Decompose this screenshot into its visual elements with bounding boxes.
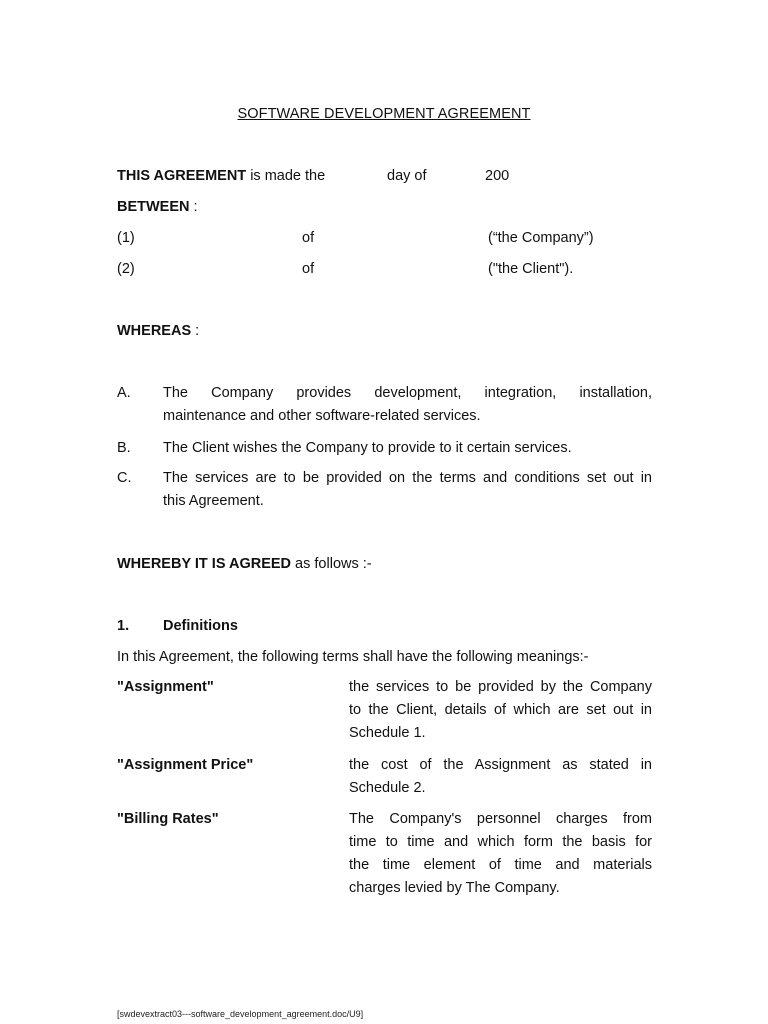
- document-footer: [swdevextract03---software_development_agreement.doc/U9]: [117, 1009, 364, 1019]
- party-1-designation: (“the Company”): [488, 230, 594, 246]
- party-2-of: of: [302, 261, 315, 277]
- intro-day-of: day of: [387, 168, 427, 184]
- whereas-label: [117, 323, 199, 339]
- party-1-number: (1): [117, 230, 135, 246]
- term-billing-rates: "Billing Rates": [117, 811, 219, 827]
- whereby-rest: as follows :-: [291, 556, 372, 572]
- term-billing-rates-def-4: charges levied by The Company.: [349, 880, 560, 896]
- whereby-lead: WHEREBY IT IS AGREED: [117, 556, 292, 572]
- term-assignment-price-def-2: Schedule 2.: [349, 780, 426, 796]
- party-2-number: (2): [117, 261, 135, 277]
- whereby-line: [117, 556, 372, 572]
- intro-text: is made the: [250, 168, 326, 184]
- recital-a-letter: A.: [117, 385, 131, 401]
- whereas-label-bold: WHEREAS: [117, 323, 192, 339]
- party-1-of: of: [302, 230, 315, 246]
- between-label: [117, 199, 198, 215]
- document-title: SOFTWARE DEVELOPMENT AGREEMENT: [237, 106, 531, 122]
- term-assignment-def-3: Schedule 1.: [349, 725, 426, 741]
- term-billing-rates-def-1: The Company's personnel charges from: [349, 811, 652, 827]
- intro-line: [117, 168, 325, 184]
- term-billing-rates-def-2: time to time and which form the basis for: [349, 834, 652, 850]
- recital-b-letter: B.: [117, 440, 131, 456]
- recital-c-line1: The services are to be provided on the terms and conditions set out in: [163, 470, 652, 486]
- recital-c-letter: C.: [117, 470, 132, 486]
- intro-lead: THIS AGREEMENT: [117, 168, 247, 184]
- term-assignment-def-1: the services to be provided by the Company: [349, 679, 652, 695]
- term-assignment: "Assignment": [117, 679, 214, 695]
- term-assignment-price: "Assignment Price": [117, 757, 254, 773]
- term-billing-rates-def-3: the time element of time and materials: [349, 857, 652, 873]
- recital-a-line1: The Company provides development, integration, installation,: [163, 385, 652, 401]
- between-label-rest: :: [189, 199, 198, 215]
- term-assignment-price-def-1: the cost of the Assignment as stated in: [349, 757, 652, 773]
- party-2-designation: ("the Client").: [488, 261, 574, 277]
- section-1-number: 1.: [117, 618, 130, 634]
- section-1-heading: Definitions: [163, 618, 238, 634]
- section-1-intro: In this Agreement, the following terms shall have the following meanings:-: [117, 649, 589, 665]
- recital-c-line2: this Agreement.: [163, 493, 264, 509]
- term-assignment-def-2: to the Client, details of which are set out in: [349, 702, 652, 718]
- recital-a-line2: maintenance and other software-related services.: [163, 408, 481, 424]
- between-label-bold: BETWEEN: [117, 199, 190, 215]
- whereas-label-rest: :: [191, 323, 200, 339]
- intro-year: 200: [485, 168, 510, 184]
- recital-b-line1: The Client wishes the Company to provide to it certain services.: [163, 440, 572, 456]
